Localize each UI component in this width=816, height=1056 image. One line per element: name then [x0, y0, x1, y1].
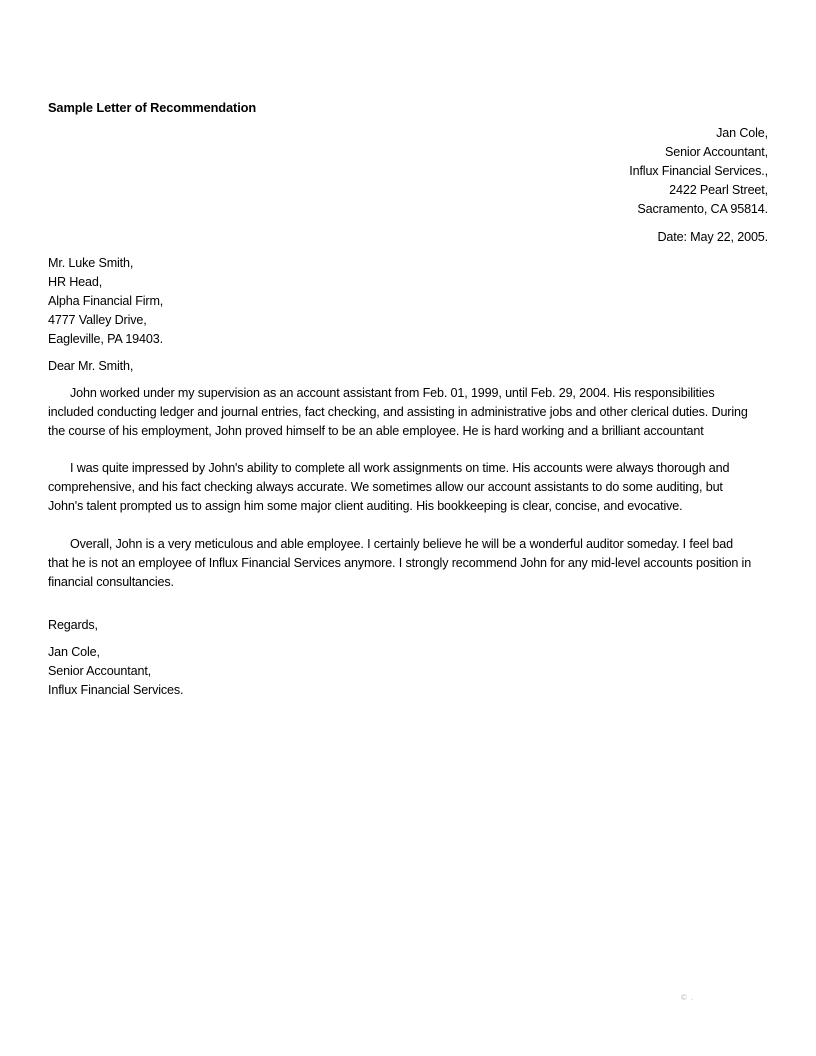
body-paragraph: I was quite impressed by John's ability to complete all work assignments on time. His accounts were always thorough and comprehensive, and his fact checking always accurate. We sometimes allow our account assistants to do some auditing, but John's talent prompted us to assign him some major client auditing. His bookkeeping is clear, concise, and evocative.: [48, 461, 730, 514]
sender-line: Senior Accountant,: [664, 145, 768, 160]
sender-line: Jan Cole,: [716, 126, 768, 140]
recipient-line: 4777 Valley Drive,: [48, 313, 147, 328]
sender-line: Influx Financial Services.,: [629, 164, 768, 179]
signature-line: Influx Financial Services.: [48, 683, 184, 698]
signature-line: Jan Cole,: [48, 645, 100, 659]
recipient-address-block: [48, 254, 468, 349]
salutation: Dear Mr. Smith,: [48, 359, 134, 373]
sender-line: 2422 Pearl Street,: [669, 183, 768, 198]
letter-body: [48, 384, 754, 592]
letter-date: Date: May 22, 2005.: [657, 230, 768, 244]
signature-line: Senior Accountant,: [48, 664, 152, 679]
sender-address-block: [348, 124, 768, 219]
page-title: Sample Letter of Recommendation: [48, 100, 257, 115]
recipient-line: Alpha Financial Firm,: [48, 294, 164, 309]
body-paragraph: Overall, John is a very meticulous and able employee. I certainly believe he will be a wonderful auditor someday. I feel bad that he is not an employee of Influx Financial Services anymore. I strongly recommend John for any mid-level accounts position in financial consultancies.: [48, 536, 752, 589]
body-paragraph: John worked under my supervision as an account assistant from Feb. 01, 1999, until Feb. 29, 2004. His responsibilities included conducting ledger and journal entries, fact checking, and assisting in administrative jobs and other clerical duties. During the course of his employment, John proved himself to be an able employee. He is hard working and a brilliant accountant: [48, 386, 748, 439]
signature-block: [48, 643, 468, 700]
closing-salutation: Regards,: [48, 618, 98, 632]
recipient-line: Mr. Luke Smith,: [48, 256, 134, 270]
recipient-line: Eagleville, PA 19403.: [48, 332, 163, 347]
recipient-line: HR Head,: [48, 275, 103, 290]
sender-line: Sacramento, CA 95814.: [637, 202, 768, 217]
copyright-mark: © .: [681, 993, 695, 1002]
